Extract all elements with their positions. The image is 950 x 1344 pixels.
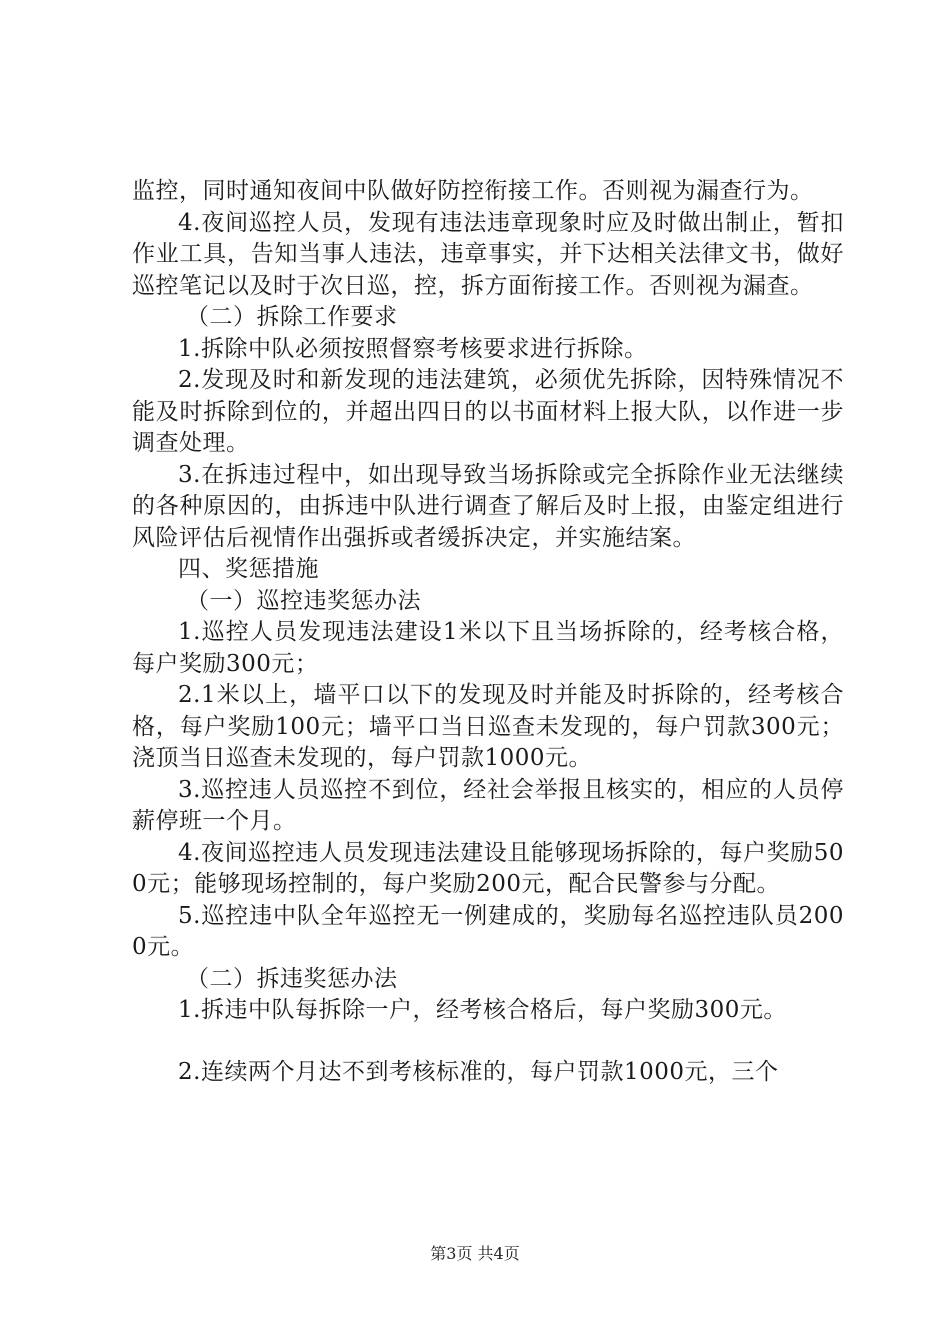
paragraph-demolition-reward-2: 2.连续两个月达不到考核标准的，每户罚款1000元，三个	[178, 1058, 779, 1085]
paragraph-demolition-reward-1: 1.拆违中队每拆除一户，经考核合格后，每户奖励300元。	[178, 997, 787, 1023]
subsection-heading-patrol-rewards: （一）巡控违奖惩办法	[186, 587, 421, 614]
paragraph-patrol-reward-3: 3.巡控违人员巡控不到位，经社会举报且核实的，相应的人员停薪停班一个月。	[132, 776, 844, 834]
paragraph-demolition-item-2: 2.发现及时和新发现的违法建筑，必须优先拆除，因特殊情况不能及时拆除到位的，并超出四日的以书面材料上报大队，以作进一步调查处理。	[132, 367, 844, 456]
subsection-heading-demolition-rewards: （二）拆违奖惩办法	[186, 965, 398, 992]
paragraph-patrol-reward-5: 5.巡控违中队全年巡控无一例建成的，奖励每名巡控违队员2000元。	[132, 902, 844, 960]
document-body	[132, 176, 844, 1088]
paragraph-continuation: 监控，同时通知夜间中队做好防控衔接工作。否则视为漏查行为。	[132, 178, 814, 204]
page-footer: 第3页 共4页	[430, 1244, 520, 1263]
paragraph-demolition-item-1: 1.拆除中队必须按照督察考核要求进行拆除。	[178, 335, 648, 362]
paragraph-patrol-reward-1: 1.巡控人员发现违法建设1米以下且当场拆除的，经考核合格，每户奖励300元；	[132, 619, 844, 677]
paragraph-patrol-reward-4: 4.夜间巡控违人员发现违法建设且能够现场拆除的，每户奖励500元；能够现场控制的，每户奖励200元，配合民警参与分配。	[132, 839, 844, 897]
paragraph-demolition-item-3: 3.在拆违过程中，如出现导致当场拆除或完全拆除作业无法继续的各种原因的，由拆违中队进行调查了解后及时上报，由鉴定组进行风险评估后视情作出强拆或者缓拆决定，并实施结案。	[132, 461, 844, 551]
paragraph-patrol-reward-2: 2.1米以上，墙平口以下的发现及时并能及时拆除的，经考核合格，每户奖励100元；墙平口当日巡查未发现的，每户罚款300元；浇顶当日巡查未发现的，每户罚款1000元。	[132, 682, 844, 771]
section-heading-rewards-penalties: 四、奖惩措施	[178, 556, 319, 582]
paragraph-item-4-night-patrol: 4.夜间巡控人员，发现有违法违章现象时应及时做出制止，暂扣作业工具，告知当事人违法，违章事实，并下达相关法律文书，做好巡控笔记以及时于次日巡，控，拆方面衔接工作。否则视为漏查。	[132, 209, 844, 299]
section-heading-demolition-requirements: （二）拆除工作要求	[186, 304, 398, 330]
